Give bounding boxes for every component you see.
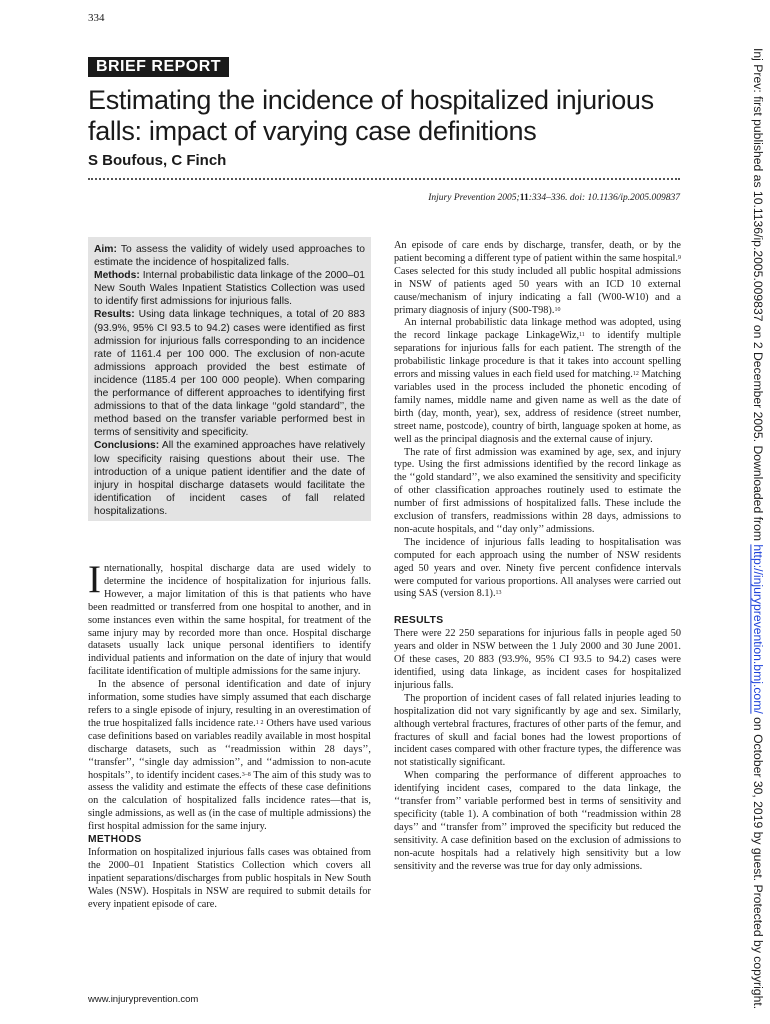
methods-paragraph-3c: Matching variables used in the process included the phonetic encoding of family names, middle name and given name as well as the date of birth (day, month, year), sex, address of residence (street number, street name, postcode), country of birth, language spoken at home, as well as the principal diagnosis and the external cause of injury. bbox=[394, 369, 682, 445]
methods-paragraph-3a: An internal probabilistic data linkage method was adopted, using the record linkage package LinkageWiz, bbox=[394, 317, 681, 342]
intro-paragraph-2 bbox=[88, 679, 371, 834]
results-heading: RESULTS bbox=[394, 615, 444, 627]
reference-marker: 12 bbox=[632, 371, 639, 378]
abstract-methods-text: Internal probabilistic data linkage of the 2000–01 New South Wales Inpatient Statistics Collection was used to identify first admissions for injurious falls. bbox=[94, 270, 365, 308]
reference-marker: 1 2 bbox=[255, 719, 264, 726]
results-paragraph-1: There were 22 250 separations for injurious falls in people aged 50 years and older in NSW between the 1 July 2000 and 30 June 2001. Of these cases, 20 883 (93.9%, 95% CI 93.5 to 94.2) cases were identified, using data linkage, as incident cases for hospitalized injurious falls. bbox=[394, 628, 681, 691]
intro-paragraph-2b: Others have used various case definitions based on variables readily available in most hospital discharge datasets, such as ‘‘readmission within 28 days’’, ‘‘transfer’’, ‘‘single day admission’’, and ‘‘admission to non-acute hospitals’’, to identify incident cases. bbox=[88, 717, 372, 781]
reference-marker: 9 bbox=[678, 254, 681, 261]
abstract-methods-label: Methods: bbox=[94, 270, 140, 282]
side-banner-suffix: on October 30, 2019 by guest. Protected by copyright. bbox=[751, 713, 765, 1010]
page-number: 334 bbox=[88, 12, 105, 24]
abstract-results bbox=[94, 308, 365, 439]
methods-heading: METHODS bbox=[88, 834, 142, 846]
citation-year: 2005; bbox=[497, 193, 520, 203]
reference-marker: 13 bbox=[495, 590, 502, 597]
reference-marker: 3–8 bbox=[241, 771, 251, 778]
citation bbox=[400, 193, 680, 203]
reference-marker: 11 bbox=[579, 332, 585, 339]
side-banner bbox=[748, 48, 768, 1010]
intro-paragraph-2c: The aim of this study was to assess the validity and estimate the effects of these case definitions on the calculation of hospitalized falls incidence rates—that is, single admissions, as well as (in the case of multiple admissions) the first hospital admission for the same injury. bbox=[88, 769, 371, 833]
methods-paragraph-3b: to identify multiple separations for injurious falls for each patient. The strength of the probabilistic linkage procedure is that it takes into account spelling errors and missing values in each field used for matching. bbox=[394, 330, 681, 381]
body-column-right bbox=[394, 240, 681, 874]
authors: S Boufous, C Finch bbox=[88, 152, 227, 169]
abstract-conclusions bbox=[94, 439, 365, 518]
journal-link[interactable]: http://injuryprevention.bmj.com/ bbox=[751, 544, 765, 714]
methods-paragraph-3 bbox=[394, 317, 681, 446]
methods-paragraph-2a: An episode of care ends by discharge, transfer, death, or by the patient becoming a different type of patient within the same hospital. bbox=[394, 240, 681, 264]
title-divider bbox=[88, 178, 680, 180]
citation-journal: Injury Prevention bbox=[428, 193, 496, 203]
abstract-aim-text: To assess the validity of widely used approaches to estimate the incidence of hospitalized falls. bbox=[94, 244, 365, 269]
section-badge: BRIEF REPORT bbox=[88, 57, 229, 77]
reference-marker: 10 bbox=[554, 306, 561, 313]
methods-paragraph-5 bbox=[394, 537, 681, 602]
abstract-aim bbox=[94, 243, 365, 269]
citation-volume: 11 bbox=[519, 193, 529, 203]
abstract-conclusions-text: All the examined approaches have relatively low specificity raising questions about their use. The introduction of a unique patient identifier and the date of injury in hospital discharge datasets would facilitate the identification of incident cases of fall related hospitalizations. bbox=[94, 440, 365, 517]
intro-paragraph-1 bbox=[88, 558, 371, 679]
results-paragraph-3: When comparing the performance of different approaches to identifying incident cases, compared to the data linkage, the ‘‘transfer from’’ variable performed best in terms of sensitivity and specificity (table 1). A combination of both ‘‘readmission within 28 days’’ and ‘‘transfer from’’ improved the specificity but reduced the sensitivity. A case definition based on the exclusion of admissions to non-acute hospitals had a relatively high sensitivity but a low sensitivity and the reverse was true for day only admissions. bbox=[394, 770, 681, 872]
side-banner-prefix: Inj Prev: first published as 10.1136/ip.2005.009837 on 2 December 2005. Downloaded from bbox=[751, 48, 765, 545]
intro-paragraph-2a: In the absence of personal identification and date of injury information, some studies have simply assumed that each discharge refers to a single episode of injury, resulting in an overestimation of the true hospitalized falls incidence rate. bbox=[88, 679, 371, 729]
methods-paragraph-5a: The incidence of injurious falls leading to hospitalisation was computed for each approach using the number of NSW residents aged 50 years and over. Ninety five percent confidence intervals were computed for various proportions. All analyses were carried out using SAS (version 8.1). bbox=[394, 536, 681, 600]
abstract-methods bbox=[94, 269, 365, 308]
methods-paragraph-1: Information on hospitalized injurious falls cases was obtained from the 2000–01 Inpatient Statistics Collection which covers all inpatient separations/discharges from public hospitals in New South Wales (NSW). Hospitals in NSW are required to submit details for every inpatient episode of care. bbox=[88, 846, 371, 910]
footer-url: www.injuryprevention.com bbox=[88, 994, 199, 1005]
results-paragraph-2: The proportion of incident cases of fall related injuries leading to hospitalization did not vary significantly by age and sex. Similarly, although vertebral fractures, fractures of other parts of the femur, and fractures of skull and facial bones had the lowest proportions of incident cases compared with other fracture types, the difference was not statistically significant. bbox=[394, 692, 681, 769]
dropcap: I bbox=[88, 558, 101, 601]
abstract-results-label: Results: bbox=[94, 309, 135, 321]
intro-paragraph-1-text: nternationally, hospital discharge data are used widely to determine the incidence of hospitalization for injurious falls. However, a major limitation of this is that patients who have been readmitted or transferred from one hospital to another, and in some instances even within the same hospital, for treatment of the same injury may by recorded more than once. Hospital discharge datasets usually lack unique personal identifiers to identify individual patients and information on the date of injury that would facilitate identification of multiple admissions for the same injury. bbox=[88, 563, 371, 678]
methods-paragraph-4: The rate of first admission was examined by age, sex, and injury type. Using the first admissions identified by the record linkage as the ‘‘gold standard’’, we also examined the sensitivity and specificity of other classification approaches routinely used to estimate the number of first admissions of hospitalized falls. These include the exclusion of transfers, readmissions within 28 days, admissions to non-acute hospitals, and ‘‘day only’’ admissions. bbox=[394, 446, 681, 535]
body-column-left bbox=[88, 558, 372, 911]
article-title: Estimating the incidence of hospitalized injurious falls: impact of varying case definitions bbox=[88, 85, 654, 146]
methods-paragraph-2b: Cases selected for this study included all public hospital admissions in NSW of patients aged 50 years with an ICD 10 external cause/mechanism of injury indicating a fall (W00-W10) and a primary diagnosis of injury (S00-T98). bbox=[394, 265, 681, 316]
abstract-results-text: Using data linkage techniques, a total of 20 883 (93.9%, 95% CI 93.5 to 94.2) cases were identified as first admission for injurious falls corresponding to an incidence rate of 1161.4 per 100 000. The exclusion of non-acute admissions approach provided the best estimate of incidence (1185.4 per 100 000 people). When comparing the performance of different approaches to identifying first admissions to that of the data linkage ‘‘gold standard’’, the method based on the transfer variable performed best in terms of sensitivity and specificity. bbox=[94, 309, 365, 439]
abstract-conclusions-label: Conclusions: bbox=[94, 440, 160, 452]
abstract-aim-label: Aim: bbox=[94, 244, 117, 255]
citation-pages: :334–336. doi: 10.1136/ip.2005.009837 bbox=[528, 193, 680, 203]
methods-paragraph-2 bbox=[394, 240, 681, 317]
abstract bbox=[88, 237, 371, 521]
